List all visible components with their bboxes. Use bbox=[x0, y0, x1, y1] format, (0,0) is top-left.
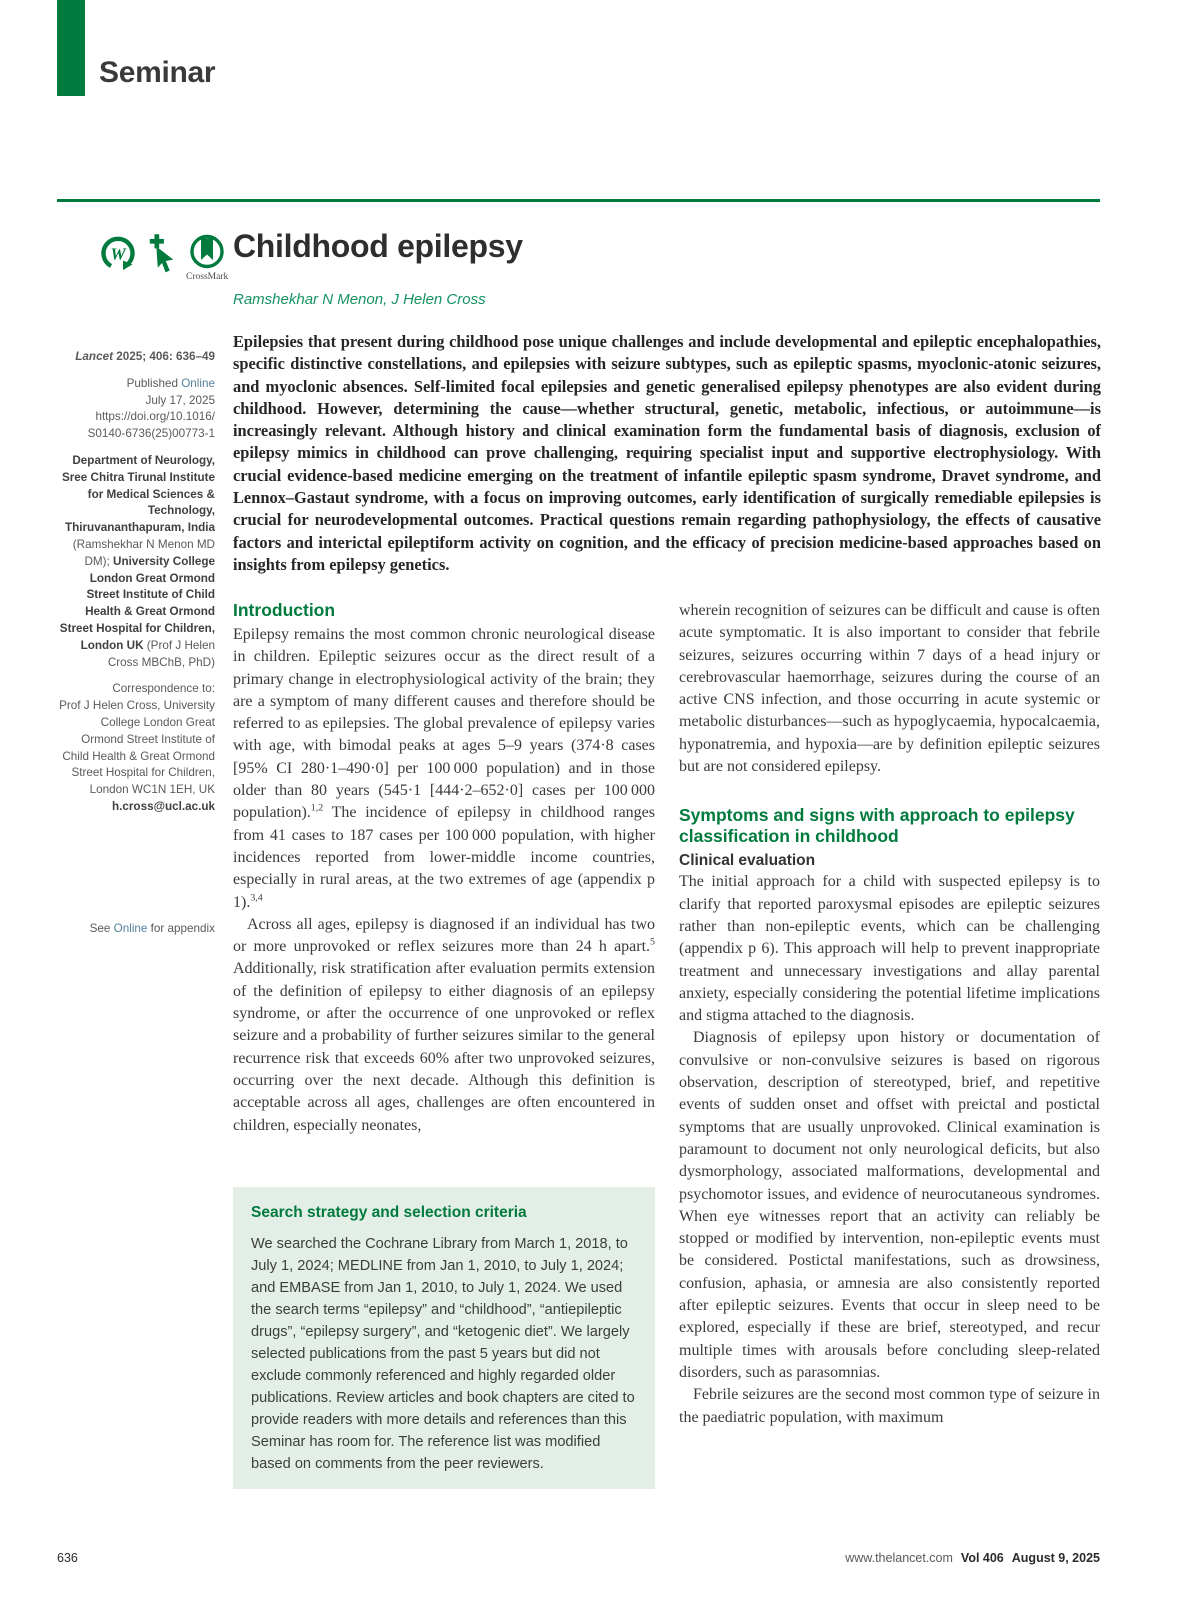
article-title: Childhood epilepsy bbox=[233, 228, 523, 264]
online-first-icon bbox=[98, 233, 138, 278]
article-authors: Ramshekhar N Menon, J Helen Cross bbox=[233, 291, 486, 308]
journal-url[interactable]: www.thelancet.com bbox=[845, 1551, 953, 1565]
reference-superscript: 3,4 bbox=[250, 892, 263, 904]
section-heading: Symptoms and signs with approach to epilepsy classification in childhood bbox=[679, 805, 1075, 847]
appendix-online-link[interactable]: Online bbox=[113, 922, 148, 935]
paragraph: Across all ages, epilepsy is diagnosed if an individual has two or more unprovoked or reflex seizures more than 24 h apart.$^5$ Additionally, risk stratification after evaluation permits extension of the definition of epilepsy to either diagnosis of an epilepsy syndrome, or after the occurrence of one unprovoked or reflex seizure and a probability of further seizures similar to the general recurrence risk that exceeds 60% after two unprovoked seizures, occurring over the next decade. Although this definition is acceptable across all ages, challenges are often encountered in children, especially neonates, bbox=[233, 915, 655, 1134]
footer-journal-info bbox=[845, 1551, 1100, 1565]
crossmark-label: CrossMark bbox=[186, 272, 229, 282]
affiliations bbox=[57, 453, 215, 671]
footer-volume: Vol 406 bbox=[960, 1551, 1004, 1565]
crossmark-icon[interactable] bbox=[186, 233, 228, 282]
doi-link[interactable]: https://doi.org/10.1016/ S0140-6736(25)00773-1 bbox=[87, 410, 215, 441]
affiliation-2: University College London Great Ormond Street Institute of Child Health & Great Ormond Street Hospital for Children, London UK bbox=[59, 554, 215, 652]
section-heading: Introduction bbox=[233, 600, 336, 620]
paragraph: Febrile seizures are the second most common type of seizure in the paediatric population, with maximum bbox=[679, 1386, 1100, 1426]
page-number: 636 bbox=[57, 1551, 78, 1565]
citation-details: 2025; 406: 636–49 bbox=[112, 350, 215, 363]
subsection-heading: Clinical evaluation bbox=[679, 852, 816, 870]
correspondence-label: Correspondence to: bbox=[112, 682, 215, 696]
left-column bbox=[233, 600, 655, 1489]
citation-journal: Lancet bbox=[75, 350, 113, 363]
correspondence-address: Prof J Helen Cross, University College London Great Ormond Street Institute of Child Health & Great Ormond Street Hospital for Children, London WC1N 1EH, UK bbox=[59, 699, 215, 797]
svg-text:W: W bbox=[110, 244, 126, 264]
published-date: July 17, 2025 bbox=[145, 393, 215, 407]
appendix-note: See Online for appendix bbox=[89, 922, 215, 935]
footer-date: August 9, 2025 bbox=[1011, 1551, 1100, 1565]
header-rule bbox=[57, 199, 1100, 202]
sidebar bbox=[57, 349, 215, 826]
section-kicker: Seminar bbox=[99, 56, 216, 89]
seminar-corner-bar bbox=[57, 0, 85, 96]
search-strategy-box bbox=[233, 1187, 655, 1489]
affiliation-1-authors: (Ramshekhar N Menon MD DM); bbox=[72, 537, 215, 568]
affiliation-1: Department of Neurology, Sree Chitra Tirunal Institute for Medical Sciences & Technology, Thiruvananthapuram, India bbox=[61, 453, 215, 535]
paragraph: wherein recognition of seizures can be difficult and cause is often acute symptomatic. It is also important to consider that febrile seizures, seizures occurring within 7 days of a head injury or cerebrovascular haemorrhage, seizures during the course of an active CNS infection, and those occurring in acute systemic or metabolic disturbances—such as hypoglycaemia, hypocalcaemia, hyponatremia, and hypoxia—are by definition epileptic seizures but are not considered epilepsy. bbox=[679, 602, 1100, 776]
published-online-link[interactable]: Online bbox=[181, 376, 215, 390]
paragraph: Epilepsy remains the most common chronic neurological disease in children. Epileptic seizures occur as the direct result of a primary change in electrophysiological activity of the brain; they are a symptom of many different causes and therefore should be referred to as epilepsies. The global prevalence of epilepsy varies with age, with bimodal peaks at ages 5–9 years (374·8 cases [95% CI 280·1–490·0] per 100 000 population) and in those older than 80 years (545·1 [444·2–652·0] cases per 100 000 population).$^{1,2}$ The incidence of epilepsy in childhood ranges from 41 cases to 187 cases per 100 000 population, with higher incidences reported from lower-middle income countries, especially in rural areas, at the two extremes of age (appendix p 1).$^{3,4}$ bbox=[233, 626, 655, 911]
search-box-title: Search strategy and selection criteria bbox=[251, 1203, 527, 1221]
email-link[interactable]: h.cross@ucl.ac.uk bbox=[112, 799, 215, 813]
paragraph: The initial approach for a child with suspected epilepsy is to clarify that reported paroxysmal episodes are epileptic seizures rather than non-epileptic events, which can be challenging (appendix p 6). This approach will help to prevent inappropriate treatment and unnecessary investigations and allay parental anxiety, especially considering the potential lifetime implications and stigma attached to the diagnosis. bbox=[679, 873, 1100, 1025]
reference-superscript: 5 bbox=[650, 936, 655, 948]
interactive-cursor-icon bbox=[146, 233, 178, 280]
publication-info bbox=[57, 376, 215, 443]
article-icons bbox=[98, 233, 228, 282]
search-box-body: We searched the Cochrane Library from March 1, 2018, to July 1, 2024; MEDLINE from Jan 1, 2010, to July 1, 2024; and EMBASE from Jan 1, 2010, to July 1, 2024. We used the search terms “epilepsy” and “childhood”, “antiepileptic drugs”, “epilepsy surgery”, and “ketogenic diet”. We largely selected publications from the past 5 years but did not exclude commonly referenced and highly regarded older publications. Review articles and book chapters are cited to provide readers with more details and references than this Seminar has room for. The reference list was modified based on comments from the peer reviewers. bbox=[251, 1235, 635, 1472]
reference-superscript: 1,2 bbox=[310, 803, 324, 815]
affiliation-2-authors: (Prof J Helen Cross MBChB, PhD) bbox=[107, 638, 215, 669]
abstract: Epilepsies that present during childhood pose unique challenges and include developmental and epileptic encephalopathies, specific distinctive constellations, and epilepsies with seizure subtypes, such as epileptic spasms, myoclonic-atonic seizures, and myoclonic absences. Self-limited focal epilepsies and genetic generalised epilepsy phenotypes are also evident during childhood. However, determining the cause—whether structural, genetic, metabolic, infectious, or autoimmune—is increasingly relevant. Although history and clinical examination form the fundamental basis of diagnosis, exclusion of epilepsy mimics in childhood can prove challenging, requiring specialist input and supportive electrophysiology. With crucial evidence-based medicine emerging on the treatment of infantile epileptic spasm syndrome, Dravet syndrome, and Lennox–Gastaut syndrome, with a focus on improving outcomes, early identification of surgically remediable epilepsies is crucial for neurodevelopmental outcomes. Practical questions remain regarding pathophysiology, the effects of causative factors and interictal epileptiform activity on cognition, and the efficacy of precision medicine-based approaches based on insights from epilepsy genetics. bbox=[233, 332, 1101, 574]
correspondence bbox=[57, 681, 215, 815]
citation bbox=[57, 349, 215, 366]
published-label: Published bbox=[126, 376, 182, 390]
paragraph: Diagnosis of epilepsy upon history or documentation of convulsive or non-convulsive seizures is based on rigorous observation, description of stereotyped, brief, and repetitive events of sudden onset and offset with preictal and postictal symptoms that are usually unprovoked. Clinical examination is paramount to document not only neurological deficits, but also dysmorphology, associated malformations, developmental and psychomotor issues, and evidence of neurocutaneous syndromes. When eye witnesses report that an activity can reliably be stopped or modified by intervention, non-epileptic events must be considered. Postictal manifestations, such as drowsiness, confusion, aphasia, or amnesia are also consistently reported after epileptic seizures. Events that occur in sleep need to be explored, especially if these are brief, stereotyped, and recur multiple times with arousals before concluding sleep-related disorders, such as parasomnias. bbox=[679, 1029, 1100, 1381]
right-column bbox=[679, 600, 1100, 1429]
